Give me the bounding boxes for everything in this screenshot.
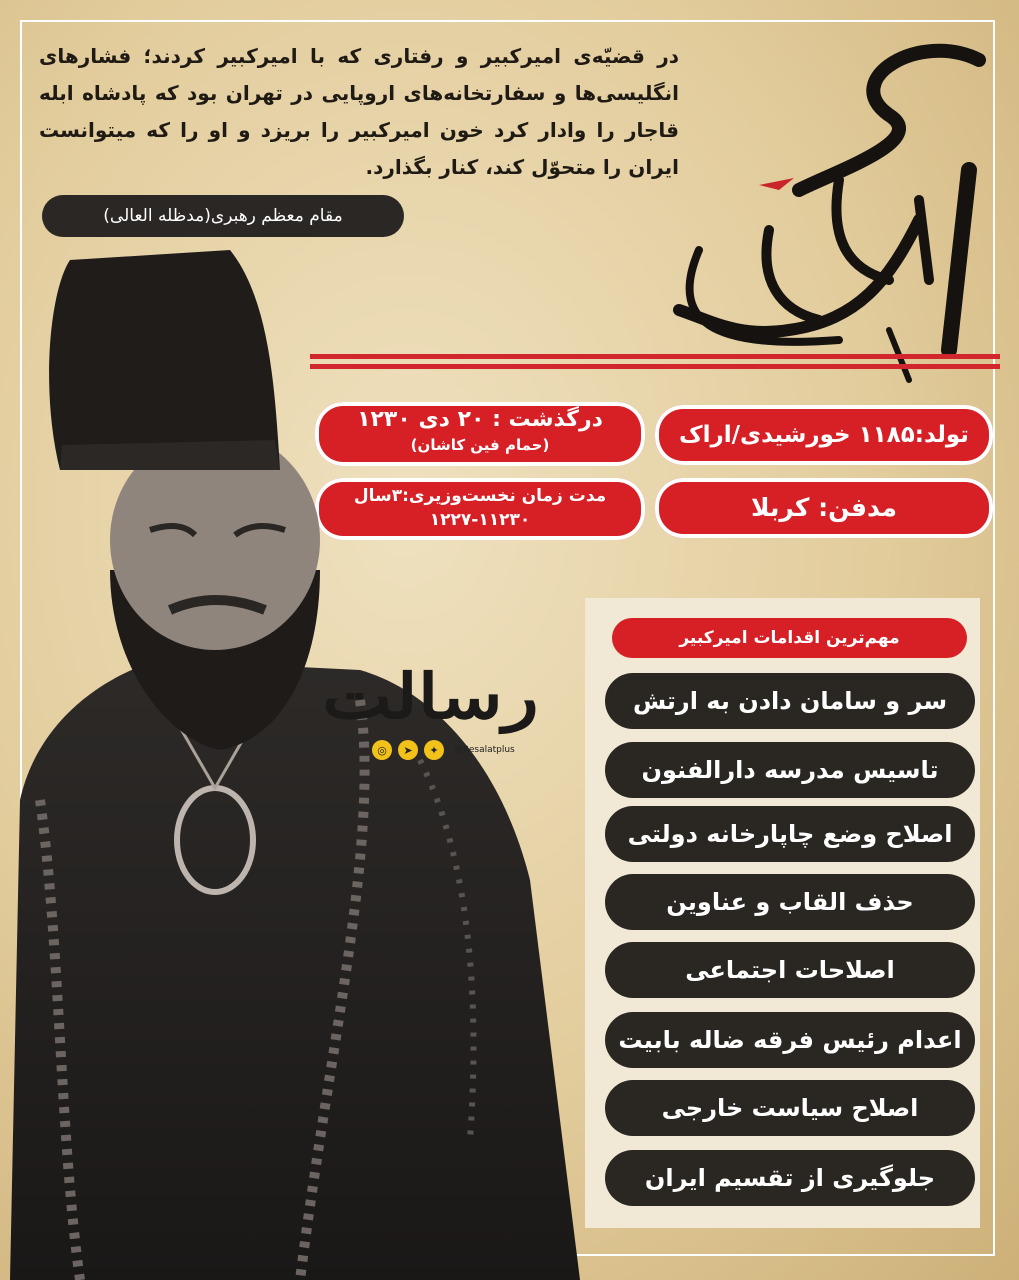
telegram-icon[interactable]: ➤ bbox=[398, 740, 418, 760]
action-item: اعدام رئیس فرقه ضاله بابیت bbox=[605, 1012, 975, 1068]
leader-quote: در قضیّه‌ی امیرکبیر و رفتاری که با امیرکبیر کردند؛ فشارهای انگلیسی‌ها و سفارتخانه‌های اروپایی در تهران بود که پادشاه ابله قاجار را وادار کرد خون امیرکبیر را بریزد و او را که میتوانست ایران را متحوّل کند، کنار بگذارد. bbox=[39, 44, 679, 179]
action-item: اصلاح وضع چاپارخانه دولتی bbox=[605, 806, 975, 862]
actions-heading: مهم‌ترین اقدامات امیرکبیر bbox=[612, 618, 967, 658]
tenure-years: ۱۲۲۷-۱۱۲۳۰ bbox=[429, 510, 531, 530]
death-date: درگذشت : ۲۰ دی ۱۲۳۰ bbox=[357, 407, 603, 432]
burial-badge: مدفن: کربلا bbox=[655, 478, 993, 538]
death-place: (حمام فین کاشان) bbox=[410, 436, 550, 454]
action-item: جلوگیری از تقسیم ایران bbox=[605, 1150, 975, 1206]
brand-logo: رسالت bbox=[322, 660, 539, 733]
quote-attribution: مقام معظم رهبری(مدظله العالی) bbox=[42, 195, 404, 237]
action-item: اصلاحات اجتماعی bbox=[605, 942, 975, 998]
action-item: تاسیس مدرسه دارالفنون bbox=[605, 742, 975, 798]
twitter-icon[interactable]: ✦ bbox=[424, 740, 444, 760]
social-links bbox=[372, 740, 515, 760]
action-item: سر و سامان دادن به ارتش bbox=[605, 673, 975, 729]
action-item: حذف القاب و عناوین bbox=[605, 874, 975, 930]
tenure-duration: مدت زمان نخست‌وزیری:۳سال bbox=[353, 486, 607, 506]
portrait-image bbox=[0, 240, 600, 1280]
social-handle[interactable]: @Resalatplus bbox=[454, 745, 515, 755]
birth-badge: تولد:۱۱۸۵ خورشیدی/اراک bbox=[655, 405, 993, 465]
instagram-icon[interactable]: ◎ bbox=[372, 740, 392, 760]
action-item: اصلاح سیاست خارجی bbox=[605, 1080, 975, 1136]
